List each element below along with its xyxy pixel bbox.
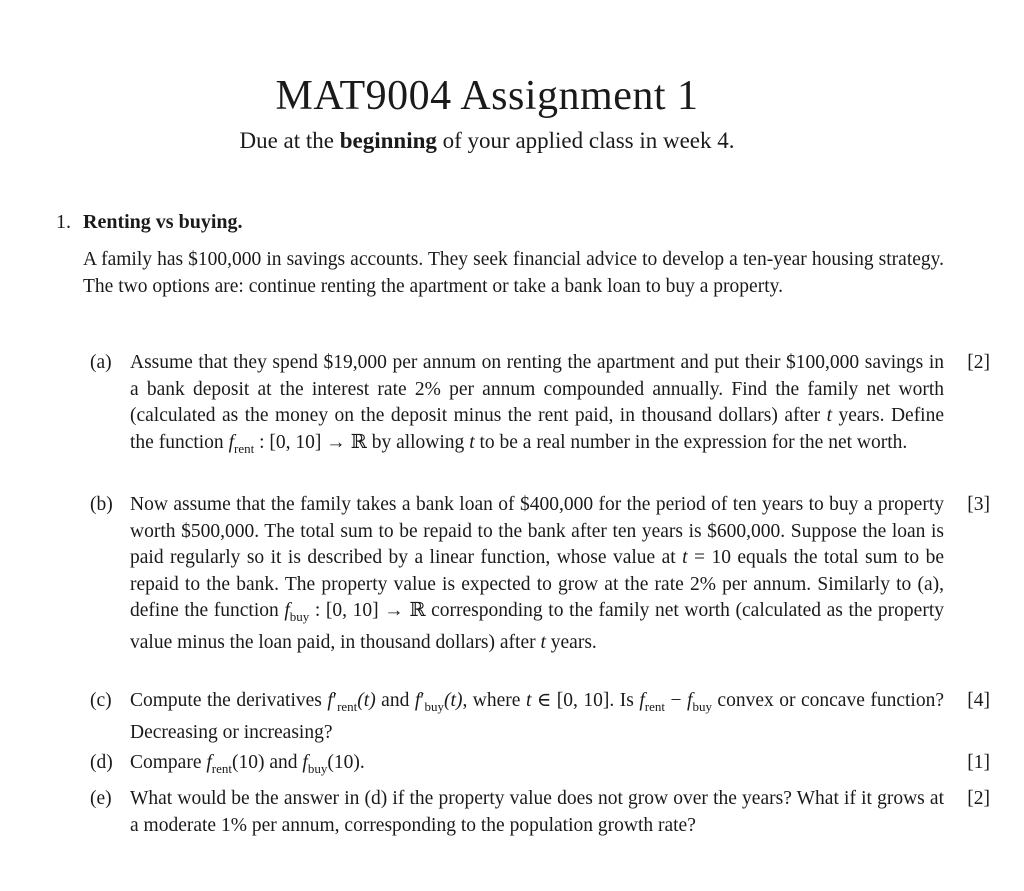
part-label: (b) (90, 494, 113, 515)
var-t: t (525, 690, 532, 711)
part-label: (e) (90, 788, 112, 809)
subscript-buy: buy (692, 698, 712, 714)
document-title: MAT9004 Assignment 1 (275, 73, 699, 119)
question-heading: Renting vs buying. (83, 211, 243, 233)
due-date-line (0, 128, 974, 154)
part-body (130, 750, 944, 782)
subscript-rent: rent (644, 698, 666, 714)
question-intro: A family has $100,000 in savings accounts. They seek financial advice to develop a ten-year housing strategy. The two options are: continue renting the apartment or take a bank loan to buy a property. (83, 249, 944, 297)
f-rent: f (206, 752, 212, 773)
var-t: t (469, 431, 475, 453)
subscript-buy: buy (307, 760, 328, 776)
subscript-buy: buy (289, 608, 310, 624)
prime: ′ (420, 690, 425, 711)
f-buy: f (284, 600, 290, 621)
part-label: (a) (90, 352, 112, 373)
f-buy: f (687, 690, 693, 711)
subtitle-post: of your applied class in week 4. (436, 128, 735, 153)
part-text: and (264, 752, 303, 773)
marks: [2] (967, 788, 990, 809)
subscript-rent: rent (337, 698, 358, 714)
part-text: and (375, 690, 415, 711)
part-text: ∈ [0, 10]. Is (531, 690, 640, 711)
f-rent: f (639, 690, 645, 711)
var-t: t (826, 405, 832, 426)
part-text: years. Define the function (130, 405, 945, 453)
part-text: Assume that they spend $19,000 per annum on renting the apartment and put their $100,000 savings in a bank deposit at the interest rate 2% per annum compounded annually. Find the family net worth (calculated as the money on the deposit minus the rent paid, in thousand dollars) after (130, 352, 944, 426)
marks: [1] (967, 752, 990, 773)
part-text: to be a real number in the expression for the net worth. (474, 431, 908, 453)
part-label: (d) (90, 752, 113, 773)
f-buy: f (302, 752, 308, 773)
marks: [3] (967, 494, 990, 515)
marks: [4] (967, 690, 990, 711)
f-rent: f (327, 690, 333, 711)
subscript-rent: rent (211, 760, 232, 776)
part-body (130, 688, 944, 747)
arg-10: (10) (327, 752, 360, 773)
part-text: Now assume that the family takes a bank loan of $400,000 for the period of ten years to buy a property worth $500,000. The total sum to be repaid to the bank after ten years is $600,000. Suppose the loan is paid regularly so it is described by a linear function, whose value at (130, 494, 944, 568)
question-number: 1. (56, 211, 71, 233)
part-text: , where (462, 690, 526, 711)
arg-10: (10) (232, 752, 265, 773)
part-body (130, 492, 944, 657)
part-body (130, 786, 944, 839)
f-buy: f (414, 690, 421, 711)
var-t: t (682, 547, 688, 568)
subscript-rent: rent (233, 440, 255, 456)
part-text: What would be the answer in (d) if the property value does not grow over the years? What if it grows at a moderate 1% per annum, corresponding to the population growth rate? (130, 788, 944, 836)
arg-t: (t) (444, 690, 463, 711)
part-text: years. (545, 632, 597, 654)
part-text: convex or concave function? Decreasing or increasing? (130, 690, 944, 744)
part-text: : [0, 10] → ℝ by allowing (254, 431, 470, 453)
part-text: . (359, 752, 365, 773)
arg-t: (t) (357, 690, 376, 711)
subscript-buy: buy (424, 698, 445, 714)
var-t: t (540, 632, 546, 654)
part-text: = 10 equals the total sum to be repaid to the bank. The property value is expected to grow at the rate 2% per annum. Similarly to (a), define the function (130, 547, 944, 621)
f-rent: f (228, 431, 234, 453)
subtitle-bold: beginning (339, 128, 437, 153)
part-body (130, 350, 944, 462)
part-text: : [0, 10] → ℝ corresponding to the family net worth (calculated as the property value minus the loan paid, in thousand dollars) after (130, 600, 944, 654)
part-text: Compare (130, 752, 207, 773)
marks: [2] (967, 352, 990, 373)
part-text: Compute the derivatives (130, 690, 328, 711)
part-label: (c) (90, 690, 112, 711)
prime: ′ (332, 690, 338, 711)
part-text: − (665, 690, 688, 711)
subtitle-pre: Due at the (239, 128, 340, 153)
